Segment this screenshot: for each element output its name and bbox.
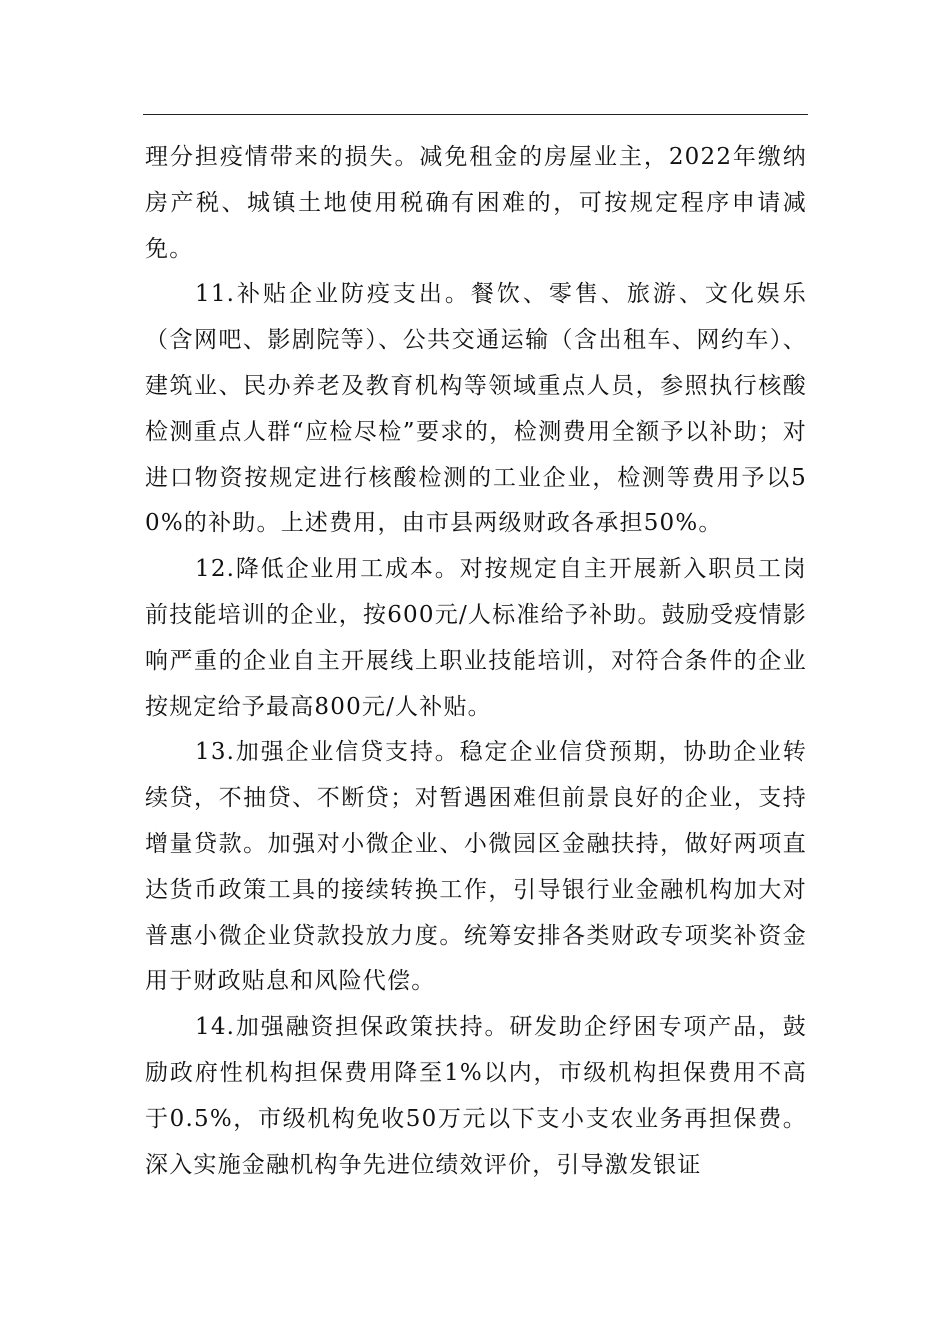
paragraph-continued: 理分担疫情带来的损失。减免租金的房屋业主，2022年缴纳房产税、城镇土地使用税确有困难的，可按规定程序申请减免。 [145, 144, 807, 262]
paragraph-11-subsidize-epidemic-prevention: 11.补贴企业防疫支出。餐饮、零售、旅游、文化娱乐（含网吧、影剧院等）、公共交通运输（含出租车、网约车）、建筑业、民办养老及教育机构等领域重点人员，参照执行核酸检测重点人群“应检尽检”要求的，检测费用全额予以补助；对进口物资按规定进行核酸检测的工业企业，检测等费用予以50%的补助。上述费用，由市县两级财政各承担50%。 [145, 281, 807, 537]
paragraph-12-reduce-labor-costs: 12.降低企业用工成本。对按规定自主开展新入职员工岗前技能培训的企业，按600元/人标准给予补助。鼓励受疫情影响严重的企业自主开展线上职业技能培训，对符合条件的企业按规定给予最高800元/人补贴。 [145, 556, 807, 720]
paragraph-14-financing-guarantee: 14.加强融资担保政策扶持。研发助企纾困专项产品，鼓励政府性机构担保费用降至1%以内，市级机构担保费用不高于0.5%，市级机构免收50万元以下支小支农业务再担保费。深入实施金融机构争先进位绩效评价，引导激发银证 [145, 1014, 807, 1178]
paragraph-13-credit-support: 13.加强企业信贷支持。稳定企业信贷预期，协助企业转续贷，不抽贷、不断贷；对暂遇困难但前景良好的企业，支持增量贷款。加强对小微企业、小微园区金融扶持，做好两项直达货币政策工具的接续转换工作，引导银行业金融机构加大对普惠小微企业贷款投放力度。统筹安排各类财政专项奖补资金用于财政贴息和风险代偿。 [145, 739, 807, 995]
body-text [145, 135, 807, 1188]
header-rule [143, 114, 808, 115]
